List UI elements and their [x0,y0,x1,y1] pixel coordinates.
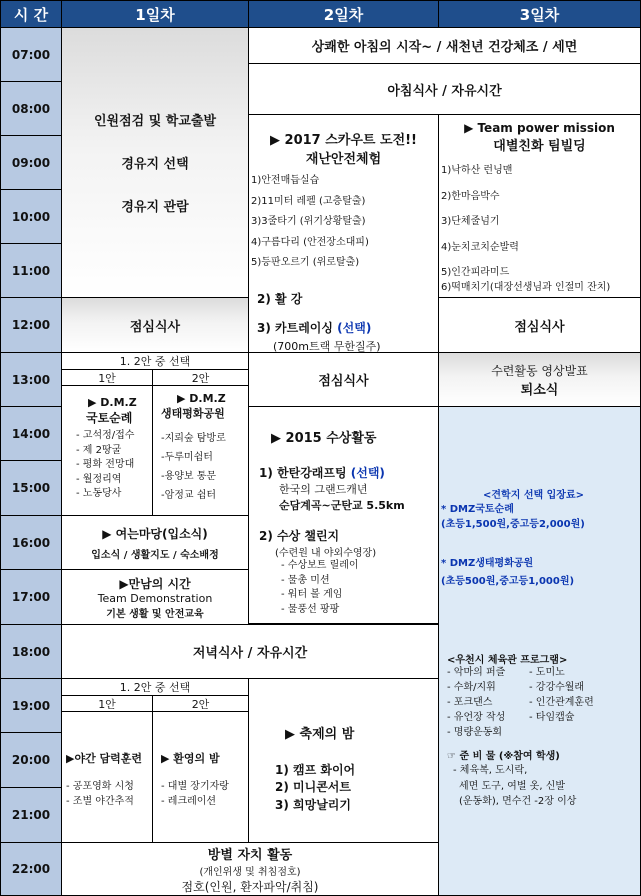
water-challenge-sub: (수련원 내 야외수영장) [275,548,377,559]
water-item: - 물총 미션 [281,574,330,586]
day1-stopover-visit: 경유지 관람 [121,200,189,215]
time-slot: 07:00 [0,27,62,82]
day2-festival-night [248,678,439,843]
day1-choice-header: 1. 2안 중 선택 [61,352,249,370]
team-item: 4)눈치코치순발력 [441,241,519,253]
time-slot: 12:00 [0,297,62,353]
scout-subtitle: 재난안전체험 [305,152,382,167]
festival-title: ▶ 축제의 밤 [285,727,355,742]
team-item: 6)떡매치기(대장선생님과 인절미 잔치) [441,281,611,293]
day2-morning-routine: 상쾌한 아침의 시작~ / 새천년 건강체조 / 세면 [248,27,641,64]
cart-racing-label: 3) 카트레이싱 [257,320,333,335]
dmz-park-item: -지뢰숲 탐방로 [161,433,226,444]
meeting-title: ▶만남의 시간 [119,576,191,591]
day2-water-activity [248,406,439,624]
header-day2: 2일차 [248,0,439,28]
closing-title: 수련활동 영상발표 [491,363,588,378]
gym-title: <우천시 체육관 프로그램> [447,655,568,666]
header-time: 시 간 [0,0,62,28]
water-challenge: 2) 수상 챌린지 [259,529,340,543]
dinner-row: 저녁식사 / 자유시간 [61,624,439,679]
prep-title: ☞ 준 비 물 (※참여 학생) [447,751,560,762]
night-training-title: ▶야간 담력훈련 [66,752,143,765]
day3-lunch: 점심식사 [438,297,641,353]
meeting-sub2: 기본 생활 및 안전교육 [106,608,204,620]
scout-item: 3)3줄타기 (위기상황탈출) [251,216,366,227]
gym-item: - 명량운동회 [447,727,503,738]
time-slot: 14:00 [0,406,62,461]
day2-lunch: 점심식사 [248,352,439,407]
gym-item: - 포크댄스 [447,697,493,708]
archery: 2) 활 강 [257,291,303,306]
day1-night-option1-label: 1안 [61,695,153,712]
time-slot: 17:00 [0,569,62,625]
day3-info-panel [438,406,641,896]
water-item: - 워터 볼 게임 [281,589,343,600]
meeting-sub: Team Demonstration [97,591,213,605]
time-slot: 21:00 [0,787,62,843]
dmz-park-subtitle: 생태평화공원 [161,407,225,420]
team-item: 1)낙하산 런닝맨 [441,165,513,176]
opening-title: ▶ 여는마당(입소식) [102,526,208,541]
dmz-park-title: ▶ D.M.Z [177,392,226,405]
gym-item: - 강강수월래 [529,682,585,693]
cart-racing-select: (선택) [337,320,372,335]
prep-item: (운동화), 면수건 -2장 이상 [459,796,577,807]
gym-item: - 인간관계훈련 [529,697,594,708]
team-item: 3)단체줄넘기 [441,216,500,227]
welcome-night-item: - 대별 장기자랑 [161,781,229,792]
day1-lunch: 점심식사 [61,297,249,353]
day1-room-activity [61,842,439,896]
header-day1: 1일차 [61,0,249,28]
day3-closing [438,352,641,407]
team-subtitle: 대별친화 팀빌딩 [493,139,586,154]
gym-item: - 유언장 작성 [447,712,506,723]
fee1-value: (초등1,500원,중고등2,000원) [441,519,585,530]
water-title: ▶ 2015 수상활동 [271,431,377,446]
prep-item: 세면 도구, 여벌 옷, 신발 [459,780,566,792]
dmz-tour-subtitle: 국토순례 [86,411,133,425]
time-slot: 15:00 [0,460,62,516]
time-slot: 16:00 [0,515,62,570]
time-slot: 18:00 [0,624,62,679]
day1-stopover-select: 경유지 선택 [121,157,189,172]
dmz-park-item: -두루미쉼터 [161,452,213,463]
scout-item: 4)구름다리 (안전장소대피) [251,236,369,248]
festival-item: 2) 미니콘서트 [275,780,351,795]
prep-item: - 체육복, 도시락, [453,765,528,776]
header-day3: 3일차 [438,0,641,28]
festival-item: 3) 희망날리기 [275,797,351,812]
day1-welcome-night [152,711,249,843]
night-training-item: - 조별 야간추적 [66,795,134,807]
day1-night-option2-label: 2안 [152,695,249,712]
prep-list [453,763,576,810]
gym-item: - 도미노 [529,667,565,678]
day2-scout-challenge [248,114,439,353]
room-activity-title: 방별 자치 활동 [207,847,293,863]
day1-morning-block [61,27,249,298]
time-slot: 20:00 [0,732,62,788]
day1-departure: 인원점검 및 학교출발 [93,114,217,129]
dmz-tour-item: - 월정리역 [76,473,122,485]
rafting-sub: 한국의 그랜드캐년 [279,483,368,496]
welcome-night-item: - 레크레이션 [161,795,217,807]
day1-option2-label: 2안 [152,369,249,386]
time-slot: 08:00 [0,81,62,136]
gym-item: - 악마의 퍼즐 [447,667,506,678]
scout-item: 1)안전매듭실습 [251,175,320,186]
fee-title: <견학지 선택 입장료> [483,490,585,501]
welcome-night-title: ▶ 환영의 밤 [161,752,220,765]
dmz-tour-item: - 고석정/접수 [76,430,135,441]
rafting-label: 1) 한탄강래프팅 [259,466,347,480]
rafting-sub2: 순담계곡~군탄교 5.5km [279,499,405,512]
scout-item: 2)11미터 레펠 (고층탈출) [251,195,366,207]
day1-night-choice-header: 1. 2안 중 선택 [61,678,249,696]
room-activity-sub2: 점호(인원, 환자파악/취침) [181,879,319,894]
room-activity-sub: (개인위생 및 취침점호) [199,866,301,878]
day1-night-training [61,711,153,843]
time-slot: 11:00 [0,243,62,298]
closing-ceremony: 퇴소식 [520,382,559,398]
day1-option1-label: 1안 [61,369,153,386]
dmz-tour-item: - 평화 전망대 [76,459,135,470]
time-slot: 09:00 [0,135,62,190]
fee2-value: (초등500원,중고등1,000원) [441,576,575,587]
day1-dmz-park [152,385,249,516]
gym-item: - 타임캡슐 [529,712,575,723]
team-item: 2)한마음박수 [441,190,500,202]
opening-sub: 입소식 / 생활지도 / 숙소배정 [91,549,219,561]
scout-title: ▶ 2017 스카우트 도전!! [270,133,417,148]
scout-item: 5)등판오르기 (위로탈출) [251,257,360,268]
cart-racing-sub: (700m트랙 무한질주) [273,339,381,353]
time-slot: 22:00 [0,842,62,896]
time-slot: 19:00 [0,678,62,733]
time-slot: 13:00 [0,352,62,407]
team-item: 5)인간피라미드 [441,267,510,278]
gym-col1 [447,665,505,740]
day1-meeting [61,569,249,625]
dmz-park-item: -암정교 쉼터 [161,490,217,501]
fee1-title: * DMZ국토순례 [441,504,514,515]
festival-item: 1) 캠프 화이어 [275,763,356,777]
day2-breakfast: 아침식사 / 자유시간 [248,63,641,115]
dmz-tour-item: - 노동당사 [76,488,122,499]
dmz-park-item: -용양보 통문 [161,471,217,482]
water-item: - 물풍선 팡팡 [281,603,340,615]
gym-item: - 수화/지휘 [447,682,496,693]
water-item: - 수상보트 릴레이 [281,560,359,571]
rafting [259,464,438,481]
fee2-title: * DMZ생태평화공원 [441,558,534,569]
dmz-tour-title: ▶ D.M.Z [88,396,137,409]
day1-opening [61,515,249,570]
time-slot: 10:00 [0,189,62,244]
gym-col2 [529,665,594,725]
dmz-tour-item: - 제 2땅굴 [76,444,122,456]
rafting-select: (선택) [350,466,385,480]
night-training-item: - 공포영화 시청 [66,781,134,792]
cart-racing [257,319,438,336]
day1-dmz-tour [61,385,153,516]
team-title: ▶ Team power mission [464,121,615,135]
day3-team-mission [438,114,641,298]
